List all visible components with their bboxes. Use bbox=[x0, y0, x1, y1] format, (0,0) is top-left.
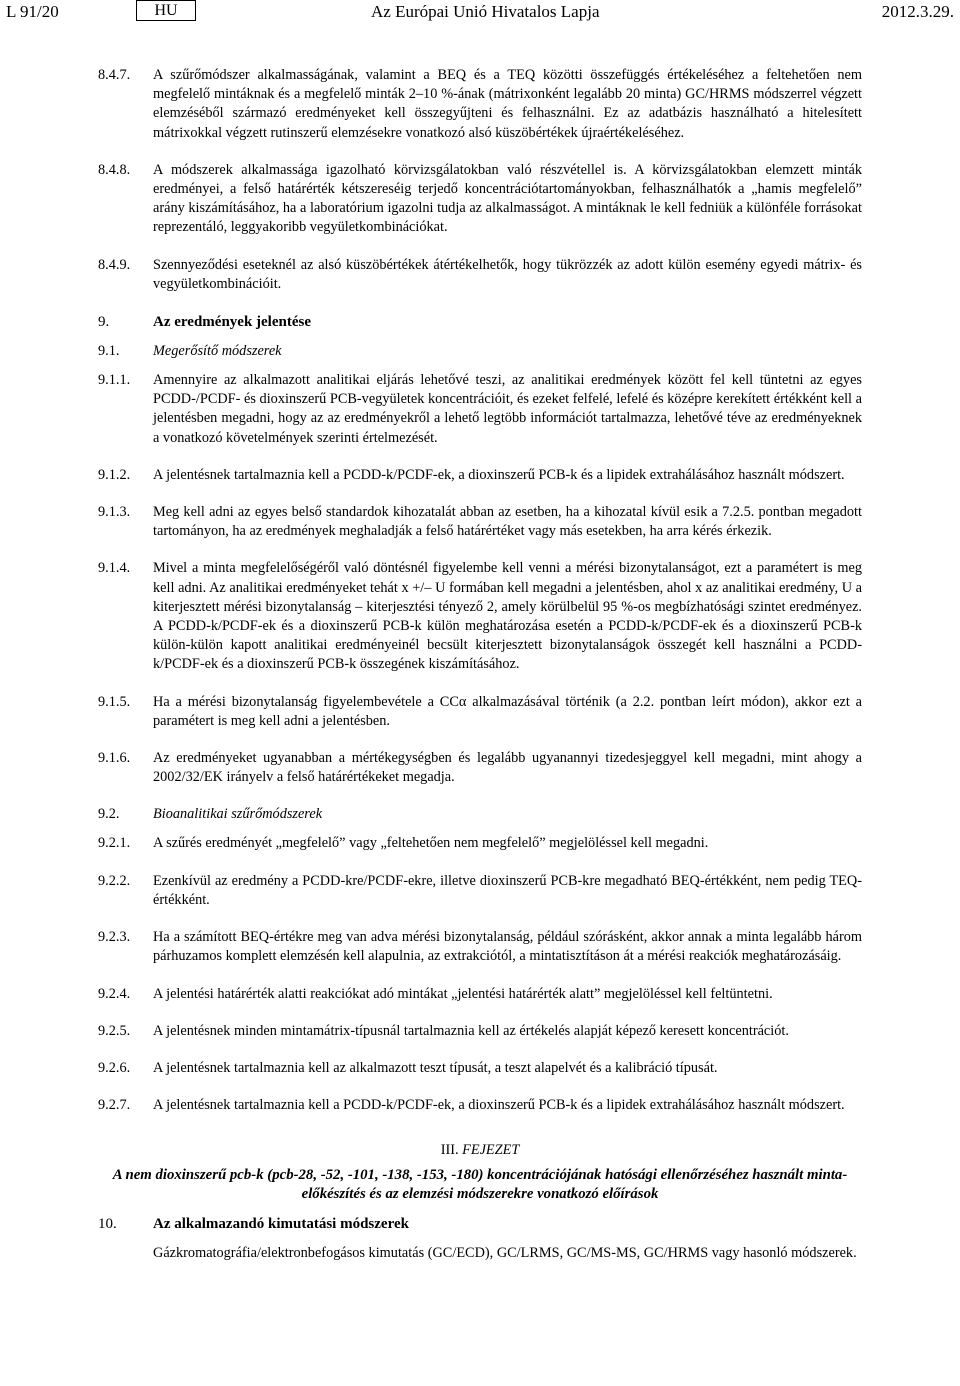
section-heading-9 bbox=[98, 312, 862, 332]
paragraph-number: 9.2.5. bbox=[98, 1022, 131, 1039]
chapter-roman: III. bbox=[440, 1142, 459, 1159]
paragraph-number: 9.2.2. bbox=[98, 872, 131, 889]
paragraph-9-2-6 bbox=[98, 1059, 862, 1078]
paragraph-number: 9.2.6. bbox=[98, 1059, 131, 1076]
paragraph-9-1-5 bbox=[98, 693, 862, 731]
paragraph-9-2-1 bbox=[98, 834, 862, 853]
paragraph-number: 9.1.1. bbox=[98, 372, 131, 389]
paragraph-text: A szűrés eredményét „megfelelő” vagy „feltehetően nem megfelelő” megjelöléssel kell megadni. bbox=[153, 835, 709, 852]
paragraph-number: 9.2.7. bbox=[98, 1097, 131, 1114]
section-heading-10 bbox=[98, 1214, 862, 1234]
paragraph-9-1-1 bbox=[98, 371, 862, 448]
journal-title: Az Európai Unió Hivatalos Lapja bbox=[371, 2, 600, 21]
paragraph-text: Mivel a minta megfelelőségéről való döntésnél figyelembe kell venni a mérési bizonytalanságot, ezt a paramétert is meg kell adni. Az analitikai eredményeket tehát x +/– U formában kell megadni a jelentésben, ahol x az analitikai eredmény, U a kiterjesztett mérési bizonytalanság – kiterjesztési tényező 2, amely körülbelül 95 %-os megbízhatósági szintet eredményez. A PCDD-k/PCDF-ek és a dioxinszerű PCB-k külön meghatározása esetén a PCDD-k/PCDF-ek és a dioxinszerű PCB-k külön-külön kapott analitikai eredményeinél becsült kiterjesztett bizonytalanságok összegét kell használni a PCDD-k/PCDF-ek és a dioxinszerű PCB-k összegének kiszámításához. bbox=[153, 560, 862, 673]
page-number: L 91/20 bbox=[6, 2, 59, 21]
paragraph-8-4-7 bbox=[98, 66, 862, 143]
subsection-title: Megerősítő módszerek bbox=[153, 343, 282, 360]
paragraph-text: Szennyeződési eseteknél az alsó küszöbértékek átértékelhetők, hogy tükrözzék az adott külön esemény egyedi mátrix- és vegyületkombinációit. bbox=[153, 256, 862, 292]
paragraph-number: 9.1.5. bbox=[98, 693, 131, 710]
paragraph-number: 9.1.6. bbox=[98, 750, 131, 767]
paragraph-8-4-9 bbox=[98, 256, 862, 294]
paragraph-9-2-5 bbox=[98, 1022, 862, 1041]
paragraph-9-1-3 bbox=[98, 503, 862, 541]
paragraph-text: Ha a számított BEQ-értékre meg van adva mérési bizonytalanság, például szórásként, akkor annak a minta legalább három párhuzamos komplett elemzésén kell alapulnia, az extrakciótól, a mintatisztításon át a mérési reakciók meghatározásáig. bbox=[153, 929, 862, 965]
paragraph-text: A jelentésnek tartalmaznia kell a PCDD-k/PCDF-ek, a dioxinszerű PCB-k és a lipidek extrahálásához használt módszert. bbox=[153, 1097, 845, 1114]
section-title: Az alkalmazandó kimutatási módszerek bbox=[153, 1216, 409, 1233]
paragraph-number: 9.1.3. bbox=[98, 504, 131, 521]
paragraph-text: A jelentési határérték alatti reakciókat adó mintákat „jelentési határérték alatt” megjelöléssel kell feltüntetni. bbox=[153, 985, 773, 1002]
subsection-number: 9.2. bbox=[98, 806, 120, 823]
paragraph-text: Ha a mérési bizonytalanság figyelembevétele a CCα alkalmazásával történik (a 2.2. pontban leírt módon), akkor ezt a paramétert is meg kell adni a jelentésben. bbox=[153, 693, 862, 729]
chapter-label bbox=[98, 1141, 862, 1160]
paragraph-9-2-3 bbox=[98, 928, 862, 966]
subsection-heading-9-1 bbox=[98, 342, 862, 361]
subsection-number: 9.1. bbox=[98, 343, 120, 360]
paragraph-number: 9.2.4. bbox=[98, 985, 131, 1002]
paragraph-number: 8.4.7. bbox=[98, 67, 131, 83]
paragraph-9-2-7 bbox=[98, 1096, 862, 1115]
paragraph-9-1-6 bbox=[98, 749, 862, 787]
language-badge: HU bbox=[136, 0, 196, 21]
paragraph-number: 8.4.9. bbox=[98, 256, 131, 273]
paragraph-text: Az eredményeket ugyanabban a mértékegységben és legalább ugyanannyi tizedesjeggyel kell megadni, mint ahogy a 2002/32/EK irányelv a felső határértékeket megadja. bbox=[153, 750, 862, 786]
paragraph-text: A jelentésnek tartalmaznia kell a PCDD-k/PCDF-ek, a dioxinszerű PCB-k és a lipidek extrahálásához használt módszert. bbox=[153, 466, 845, 483]
paragraph-number: 9.1.2. bbox=[98, 466, 131, 483]
paragraph-text: Meg kell adni az egyes belső standardok kihozatalát abban az esetben, ha a kihozatal kívül esik a 7.2.5. pontban megadott tartományon, ha az eredmények meghaladják a felső határértéket vagy más esetekben, ha arra kérés érkezik. bbox=[153, 504, 862, 540]
paragraph-number: 9.2.1. bbox=[98, 835, 131, 852]
subsection-title: Bioanalitikai szűrőmódszerek bbox=[153, 806, 323, 823]
section-number: 10. bbox=[98, 1216, 117, 1233]
paragraph-text: A szűrőmódszer alkalmasságának, valamint a BEQ és a TEQ közötti összefüggés értékeléséhez a feltehetően nem megfelelő mintáknak és a megfelelő minták 2–10 %-ának (mátrixonként legalább 20 minta) GC/HRMS módszerrel végzett elemzéséből származó eredményeket kell összegyűjteni és felhasználni. Ez az adatbázis használható a hitelesített mátrixokkal végzett rutinszerű elemzésekre vonatkozó alsó küszöbértékek újraértékeléséhez. bbox=[153, 67, 862, 141]
paragraph-9-2-2 bbox=[98, 872, 862, 910]
document-body bbox=[98, 66, 862, 1264]
paragraph-text: A módszerek alkalmassága igazolható körvizsgálatokban való részvétellel is. A körvizsgálatokban elemzett minták eredményei, a felső határérték kétszereséig terjedő koncentrációtartományokban, felhasználhatók a „hamis megfelelő” arány kiszámításához, ha a laboratórium igazolni tudja az alkalmasságot. A mintáknak le kell fedniük a különféle forrásokat reprezentáló, leggyakoribb vegyületkombinációkat. bbox=[153, 161, 862, 236]
paragraph-text: A jelentésnek tartalmaznia kell az alkalmazott teszt típusát, a teszt alapelvét és a kalibráció típusát. bbox=[153, 1059, 718, 1076]
section-number: 9. bbox=[98, 314, 110, 331]
subsection-heading-9-2 bbox=[98, 805, 862, 824]
publication-date: 2012.3.29. bbox=[881, 2, 954, 21]
paragraph-10: Gázkromatográfia/elektronbefogásos kimutatás (GC/ECD), GC/LRMS, GC/MS-MS, GC/HRMS vagy hasonló módszerek. bbox=[153, 1245, 857, 1262]
section-title: Az eredmények jelentése bbox=[153, 314, 311, 331]
paragraph-9-2-4 bbox=[98, 985, 862, 1004]
paragraph-9-1-2 bbox=[98, 466, 862, 485]
paragraph-number: 9.1.4. bbox=[98, 560, 131, 577]
paragraph-8-4-8 bbox=[98, 161, 862, 238]
paragraph-number: 8.4.8. bbox=[98, 161, 131, 178]
paragraph-9-1-4 bbox=[98, 559, 862, 674]
paragraph-text: Amennyire az alkalmazott analitikai eljárás lehetővé teszi, az analitikai eredmények között fel kell tüntetni az egyes PCDD-/PCDF- és dioxinszerű PCB-vegyületek koncentrációit, és ezeket felfelé, lefelé és középre kerekített értékként kell a jelentésben megadni, hogy az az eredményekről a lehető legtöbb információt tartalmazza, lehetővé téve az eredményeknek a vonatkozó követelmények szerinti értelmezését. bbox=[153, 372, 862, 446]
page-header bbox=[0, 0, 960, 26]
paragraph-text: A jelentésnek minden mintamátrix-típusnál tartalmaznia kell az értékelés alapját képező keresett koncentrációt. bbox=[153, 1022, 789, 1039]
paragraph-text: Ezenkívül az eredmény a PCDD-kre/PCDF-ekre, illetve dioxinszerű PCB-kre megadható BEQ-értékként, nem pedig TEQ-értékként. bbox=[153, 872, 862, 908]
paragraph-number: 9.2.3. bbox=[98, 929, 131, 946]
chapter-title: A nem dioxinszerű pcb-k (pcb-28, -52, -101, -138, -153, -180) koncentrációjának hatósági ellenőrzéséhez használt minta-előkészítés és az elemzési módszerekre vonatkozó előírások bbox=[112, 1167, 848, 1203]
chapter-word: FEJEZET bbox=[462, 1142, 520, 1159]
